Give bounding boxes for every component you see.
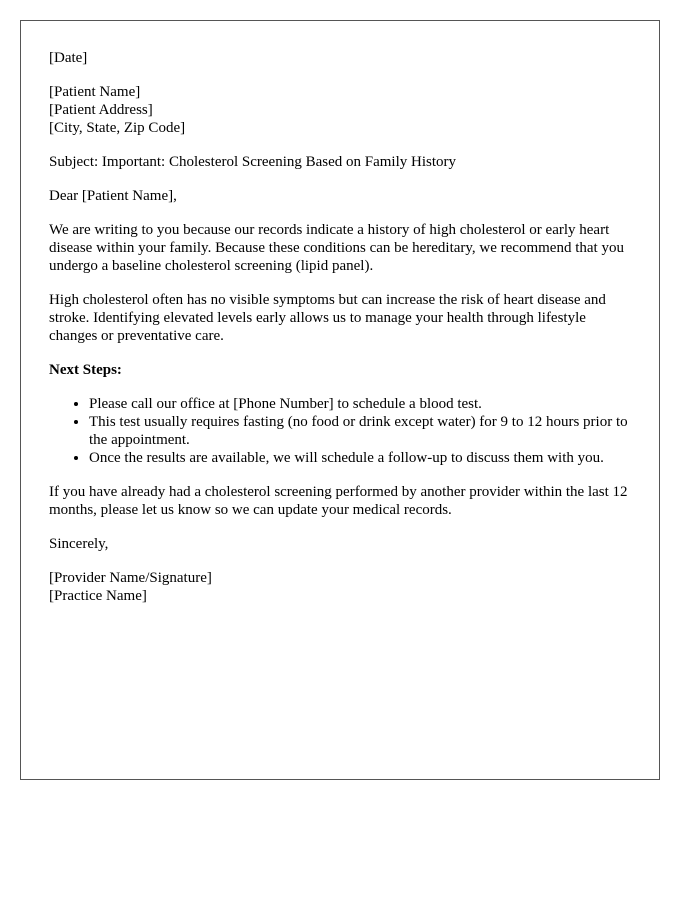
- recipient-address: [Patient Address]: [49, 102, 153, 118]
- practice-name: [Practice Name]: [49, 588, 147, 604]
- signature-block: [49, 569, 631, 605]
- next-step-item: • Once the results are available, we will schedule a follow-up to discuss them with you.: [89, 449, 631, 467]
- recipient-city-state-zip: [City, State, Zip Code]: [49, 120, 186, 136]
- next-steps-heading: Next Steps:: [49, 362, 122, 378]
- letter-page: [20, 20, 660, 780]
- body-paragraph-intro: We are writing to you because our records indicate a history of high cholesterol or early heart disease within your family. Because these conditions can be hereditary, we recommend that you undergo a baseline cholesterol screening (lipid panel).: [49, 222, 624, 274]
- next-step-item: • This test usually requires fasting (no food or drink except water) for 9 to 12 hours prior to the appointment.: [89, 413, 631, 449]
- letter-date: [Date]: [49, 50, 88, 66]
- sign-off: Sincerely,: [49, 536, 109, 552]
- body-paragraph-risk: High cholesterol often has no visible symptoms but can increase the risk of heart disease and stroke. Identifying elevated levels early allows us to manage your health through lifestyle changes or preventative care.: [49, 292, 606, 344]
- letter-salutation: Dear [Patient Name],: [49, 188, 177, 204]
- recipient-address-block: [49, 83, 631, 137]
- next-steps-list: [49, 395, 631, 467]
- provider-signature: [Provider Name/Signature]: [49, 570, 212, 586]
- closing-paragraph: If you have already had a cholesterol screening performed by another provider within the last 12 months, please let us know so we can update your medical records.: [49, 484, 628, 518]
- next-step-item: • Please call our office at [Phone Number] to schedule a blood test.: [89, 395, 631, 413]
- letter-subject: Subject: Important: Cholesterol Screening Based on Family History: [49, 154, 457, 170]
- recipient-name: [Patient Name]: [49, 84, 141, 100]
